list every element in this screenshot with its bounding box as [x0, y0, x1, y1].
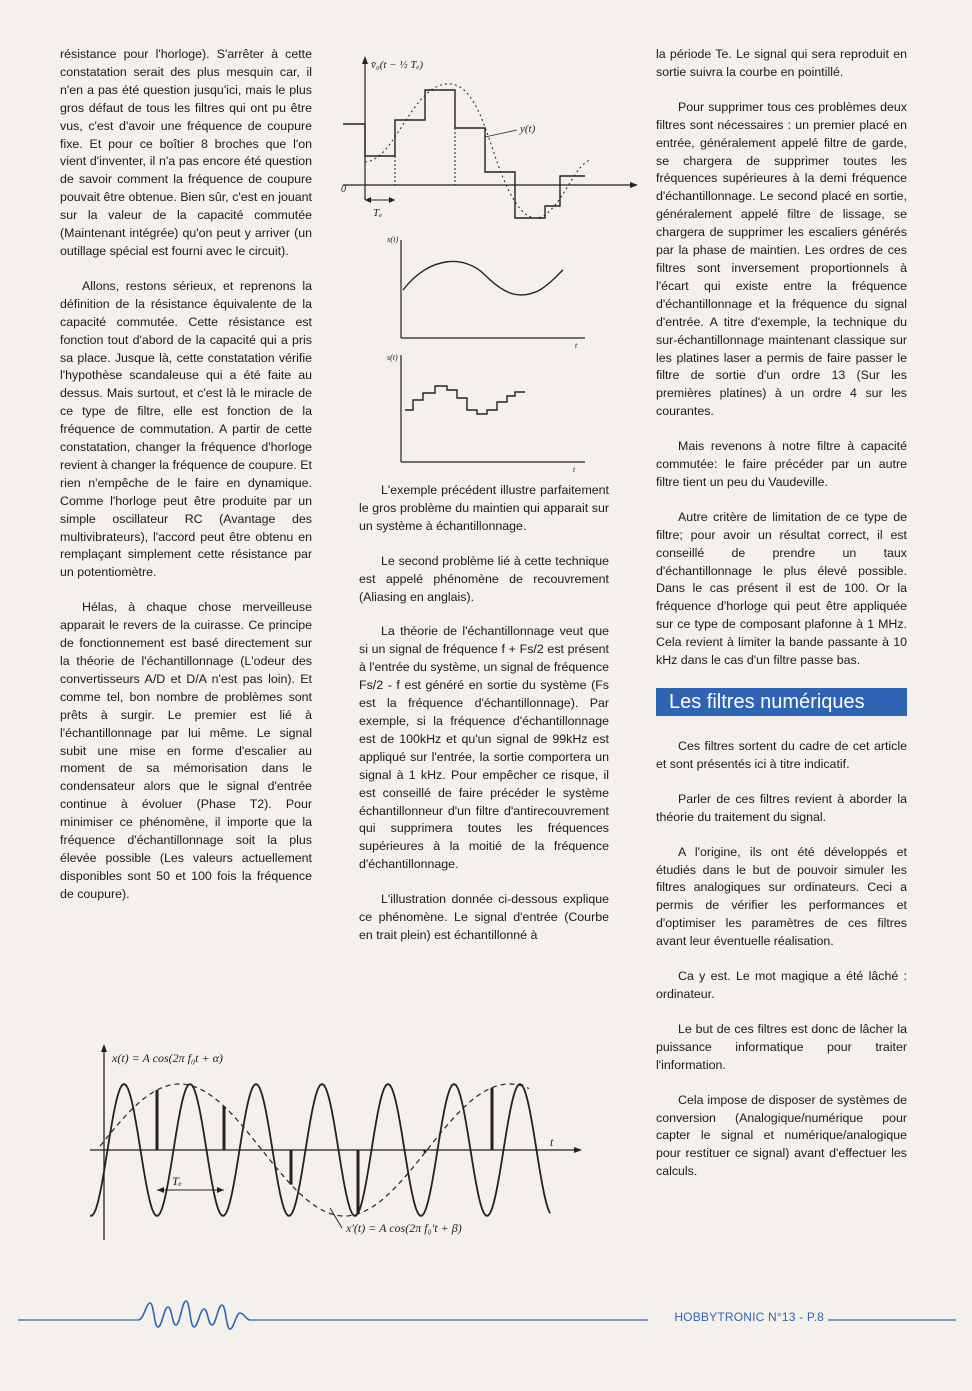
paragraph: La théorie de l'échantillonnage veut que si un signal de fréquence f + Fs/2 est présent à l'entrée du système, un signal de fréquence Fs/2 - f est généré en sortie du système (Fs est la fréquence d'échantillonnage). Par exemple, si la fréquence d'échantillonnage est de 100kHz et qu'un signal de 99kHz est appliqué sur l'entrée, la sortie comportera un signal à 1 kHz. Pour empêcher ce risque, il est conseillé de faire précéder le système échantillonneur d'un filtre d'antirecouvrement qui supprimera toutes les fréquences supérieures à la moitié de la fréquence d'échantillonnage. — [359, 624, 609, 872]
paragraph: Ces filtres sortent du cadre de cet article et sont présentés ici à titre indicatif. — [656, 739, 907, 771]
paragraph: la période Te. Le signal qui sera reproduit en sortie suivra la courbe en pointillé. — [656, 47, 907, 79]
curve-label: y(t) — [520, 123, 536, 135]
footer-rule-right — [828, 1310, 958, 1330]
period-label: Tₑ — [373, 207, 383, 219]
sample-hold-figure — [335, 50, 645, 480]
time-axis-label: t — [550, 1135, 554, 1149]
upper-axis-label: x(t) — [387, 235, 399, 244]
paragraph: L'illustration donnée ci-dessous explique ce phénomène. Le signal d'entrée (Courbe en trait plein) est échantillonné à — [359, 892, 609, 942]
text-column-1 — [60, 46, 312, 921]
paragraph: Hélas, à chaque chose merveilleuse apparait le revers de la cuirasse. Ce principe de fonctionnement est basé directement sur la théorie de l'échantillonnage (L'odeur des convertisseurs A/D et D/A n'est pas loin). Et comme tel, bon nombre de problèmes sont prêts à surgir. Le premier est lié à l'échantillonnage par lui même. Le signal subit une mise en forme d'escalier au moment de sa mémorisation dans le condensateur alors que le signal d'entrée continue à évoluer (Phase T2). Pour minimiser ce phénomène, il importe que la fréquence d'échantillonnage soit la plus élevée possible (Les valeurs actuellement disponibles sont 50 et 100 fois la fréquence de coupure). — [60, 600, 312, 901]
lower-axis-label: s(t) — [387, 353, 398, 362]
paragraph: Pour supprimer tous ces problèmes deux filtres sont nécessaires : un premier placé en entrée, généralement appelé filtre de garde, se chargera de supprimer toutes les fréquences supérieures à la demi fréquence d'échantillonnage. Le second placé en sortie, généralement appelé filtre de lissage, se chargera de supprimer les escaliers générés par la phase de maintien. Les ordres de ces filtres sont inversement proportionnels à l'écart qui existe entre la fréquence d'échantillonnage et la fréquence du signal d'entrée. A titre d'exemple, la technique du sur-échantillonnage maintenant classique sur les platines laser a permis de faire passer le filtre de sortie d'un ordre 13 (Sur les premières platines) à un ordre 4 sur les courantes. — [656, 99, 907, 419]
origin-label: 0 — [341, 184, 346, 195]
output-signal-label: x'(t) = A cos(2π f₀'t + β) — [346, 1221, 462, 1235]
t-axis-label: t — [573, 465, 576, 474]
footer-page-info: HOBBYTRONIC N°13 - P.8 — [674, 1310, 824, 1324]
section-title: Les filtres numériques — [656, 688, 907, 716]
paragraph: Cela impose de disposer de systèmes de conversion (Analogique/numérique pour capter le signal et numérique/analogique pour restituer ce signal) avant d'effectuer les calculs. — [656, 1092, 907, 1179]
paragraph: Parler de ces filtres revient à aborder la théorie du traitement du signal. — [656, 791, 907, 824]
t-axis-label: t — [575, 341, 578, 350]
input-signal-label: x(t) = A cos(2π f₀t + α) — [112, 1051, 223, 1065]
paragraph: Le second problème lié à cette technique est appelé phénomène de recouvrement (Aliasing en anglais). — [359, 553, 609, 604]
paragraph: résistance pour l'horloge). S'arrêter à cette constatation serait des plus mesquin car, il n'en a pas été question jusqu'ici, mais le plus gros défaut de tous les filtres qui ont pu être vus, c'est d'avoir une fréquence de coupure fixe. Et pour ce boîtier 8 broches que l'on vient d'inventer, il n'a pas encore été question de savoir comment la fréquence de coupure pouvait être obtenue. Bien sûr, c'est en jouant sur la valeur de la capacité commutée (Maintenant intégrée) qu'on peut y arriver (un outillage spécial est fourni avec le circuit). — [60, 47, 312, 258]
paragraph: Mais revenons à notre filtre à capacité commutée: le faire précéder par un autre filtre tient un peu du Vaudeville. — [656, 439, 907, 489]
paragraph: L'exemple précédent illustre parfaitement le gros problème du maintien qui apparait sur un système à échantillonnage. — [359, 483, 609, 533]
footer-waveform-logo — [18, 1295, 658, 1340]
y-axis-label: v̄₀(t − ½ Tₑ) — [371, 59, 424, 71]
paragraph: Ca y est. Le mot magique a été lâché : ordinateur. — [656, 969, 907, 1001]
period-label: Tₑ — [172, 1174, 182, 1188]
text-column-2 — [359, 482, 609, 962]
text-column-3 — [656, 46, 907, 1198]
paragraph: A l'origine, ils ont été développés et étudiés dans le but de pouvoir simuler les filtres analogiques sur ordinateurs. Ceci a permis de vérifier les performances et d'optimiser les paramètres de ces filtres avant leur éventuelle réalisation. — [656, 844, 907, 949]
paragraph: Autre critère de limitation de ce type de filtre; pour avoir un résultat correct, il est conseillé de prendre un taux d'échantillonnage le plus élevé possible. Dans le cas présent il est de 100. Or la fréquence d'horloge qui peut être appliquée sur ce type de composant plafonne à 1 MHz. Cela revient à limiter la bande passante à 10 kHz dans le cas d'un filtre passe bas. — [656, 509, 907, 668]
paragraph: Le but de ces filtres est donc de lâcher la puissance informatique pour traiter l'information. — [656, 1021, 907, 1072]
aliasing-figure — [80, 1040, 600, 1250]
paragraph: Allons, restons sérieux, et reprenons la définition de la résistance équivalente de la capacité commutée. Cette résistance est fonction tout d'abord de la capacité qui a pris sa place. Jusque là, cette constatation vérifie l'hypothèse scandaleuse qui a été faite au dessus. Mais surtout, et c'est là le miracle de ce type de filtre, elle est fonction de la fréquence de commutation. A partir de cette constatation, changer la fréquence d'horloge revient à changer la fréquence de coupure. Et rien n'empêche de le faire en dynamique. Comme l'horloge peut être produite par un simple oscillateur RC (Avantage des multivibrateurs), l'accord peut être obtenu en remplaçant simplement cette résistance par un potentiomètre. — [60, 278, 312, 580]
